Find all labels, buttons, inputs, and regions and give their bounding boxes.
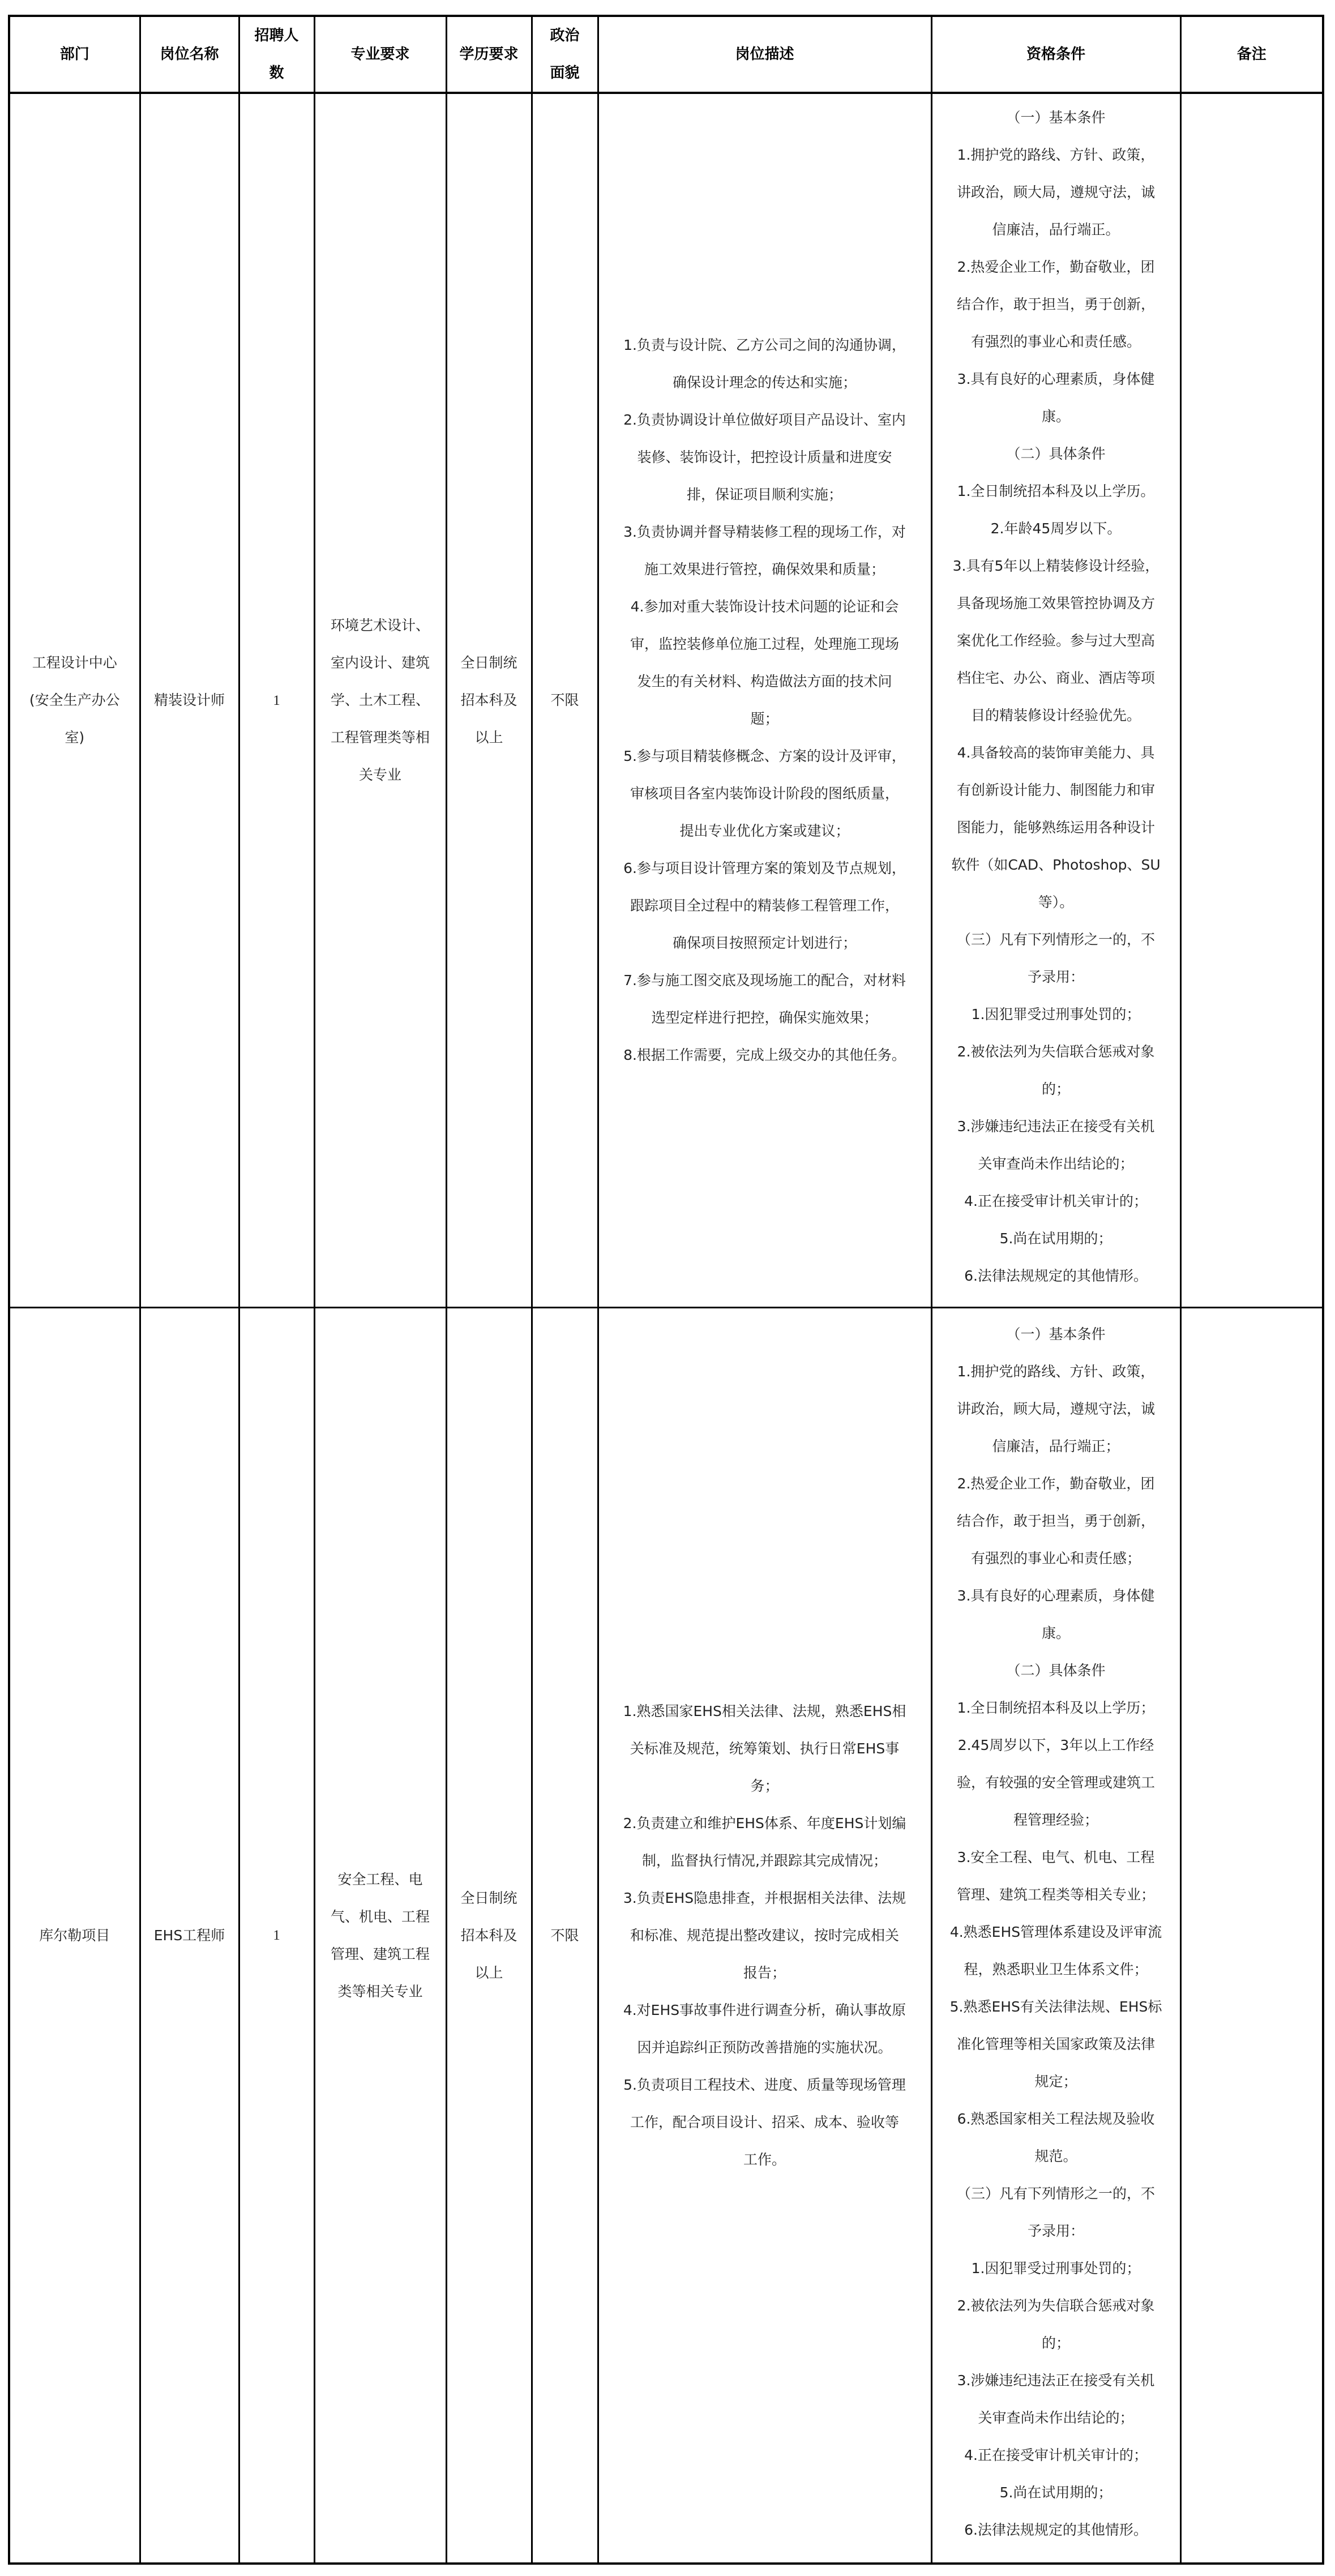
cell-description bbox=[598, 1308, 931, 2564]
text-line: 软件（如CAD、Photoshop、SU bbox=[951, 857, 1161, 873]
text-line: 招本科及 bbox=[460, 692, 517, 708]
text-line: 全日制统 bbox=[460, 654, 517, 671]
text-line: 工程设计中心 bbox=[32, 654, 117, 671]
text-line: 康。 bbox=[1041, 1624, 1070, 1641]
text-line: 专业要求 bbox=[350, 46, 410, 63]
text-line: 4.正在接受审计机关审计的； bbox=[964, 2446, 1148, 2463]
text-line: 2.年龄45周岁以下。 bbox=[990, 520, 1122, 537]
text-line: 库尔勒项目 bbox=[39, 1927, 110, 1944]
cell-qualifications bbox=[931, 93, 1180, 1308]
text-line: 结合作，敢于担当，勇于创新， bbox=[956, 296, 1155, 313]
text-line: 准化管理等相关国家政策及法律 bbox=[956, 2035, 1155, 2052]
text-line: 程管理经验； bbox=[1013, 1811, 1098, 1828]
text-line: 4.具备较高的装饰审美能力、具 bbox=[957, 744, 1155, 761]
text-line: 程，熟悉职业卫生体系文件； bbox=[964, 1961, 1148, 1978]
text-line: (安全生产办公 bbox=[29, 692, 120, 708]
text-line: 管理、建筑工程 bbox=[330, 1945, 430, 1962]
text-line: 1.因犯罪受过刑事处罚的； bbox=[971, 1006, 1141, 1022]
cell-remarks bbox=[1180, 1308, 1323, 2564]
text-line: 1.全日制统招本科及以上学历。 bbox=[957, 483, 1155, 499]
text-line: 题； bbox=[750, 711, 779, 727]
header-position bbox=[140, 16, 239, 93]
text-line: 的； bbox=[1041, 2334, 1070, 2351]
header-political bbox=[532, 16, 598, 93]
cell-major bbox=[314, 1308, 446, 2564]
qualifications-text bbox=[940, 99, 1172, 1295]
header-remarks bbox=[1180, 16, 1323, 93]
text-line: 信廉洁，品行端正。 bbox=[992, 221, 1120, 238]
header-major bbox=[314, 16, 446, 93]
text-line: 3.具有5年以上精装修设计经验， bbox=[952, 558, 1159, 574]
text-line: 全日制统 bbox=[460, 1889, 517, 1906]
text-line: 安全工程、电 bbox=[337, 1871, 423, 1888]
text-line: 5.尚在试用期的； bbox=[999, 2484, 1112, 2501]
text-line: 提出专业优化方案或建议； bbox=[679, 823, 850, 839]
text-line: 政治 bbox=[550, 27, 580, 44]
text-line: 和标准、规范提出整改建议，按时完成相关 bbox=[630, 1927, 899, 1944]
text-line: 工作。 bbox=[743, 2151, 786, 2168]
cell-department bbox=[9, 1308, 140, 2564]
text-line: 5.熟悉EHS有关法律法规、EHS标 bbox=[949, 1998, 1162, 2015]
text-line: 2.热爱企业工作，勤奋敬业，团 bbox=[957, 1475, 1155, 1492]
text-line: 制，监督执行情况,并跟踪其完成情况； bbox=[642, 1852, 887, 1869]
text-line: 1.因犯罪受过刑事处罚的； bbox=[971, 2260, 1141, 2277]
text-line: 1.拥护党的路线、方针、政策， bbox=[957, 147, 1155, 163]
text-line: 5.尚在试用期的； bbox=[999, 1230, 1112, 1247]
text-line: 关审查尚未作出结论的； bbox=[978, 1156, 1134, 1172]
text-line: 1.全日制统招本科及以上学历； bbox=[957, 1699, 1155, 1716]
political-text: 不限 bbox=[550, 1927, 579, 1944]
cell-headcount bbox=[239, 93, 314, 1308]
department-text bbox=[18, 1917, 131, 1954]
text-line: 1.负责与设计院、乙方公司之间的沟通协调， bbox=[623, 337, 906, 353]
table-row bbox=[9, 93, 1323, 1308]
position-text: EHS工程师 bbox=[153, 1927, 225, 1944]
text-line: （二）具体条件 bbox=[1006, 1662, 1106, 1679]
text-line: 工程管理类等相 bbox=[330, 729, 430, 746]
position-text: 精装设计师 bbox=[153, 692, 225, 708]
header-political-lines bbox=[541, 17, 589, 92]
text-line: （一）基本条件 bbox=[1006, 1325, 1106, 1342]
qualifications-text bbox=[940, 1316, 1172, 2549]
text-line: 施工效果进行管控，确保效果和质量； bbox=[644, 561, 885, 577]
header-department-lines bbox=[18, 36, 131, 73]
text-line: 4.熟悉EHS管理体系建设及评审流 bbox=[949, 1923, 1162, 1940]
major-text bbox=[323, 607, 438, 794]
text-line: 室) bbox=[65, 729, 85, 746]
cell-remarks bbox=[1180, 93, 1323, 1308]
text-line: 2.被依法列为失信联合惩戒对象 bbox=[957, 2297, 1155, 2314]
education-text bbox=[455, 1880, 523, 1992]
text-line: 6.参与项目设计管理方案的策划及节点规划， bbox=[623, 860, 906, 876]
text-line: 装修、装饰设计，把控设计质量和进度安 bbox=[637, 449, 892, 465]
text-line: 审核项目各室内装饰设计阶段的图纸质量， bbox=[630, 785, 899, 802]
text-line: 确保设计理念的传达和实施； bbox=[672, 374, 857, 391]
text-line: 选型定样进行把控，确保实施效果； bbox=[651, 1009, 878, 1026]
text-line: 确保项目按照预定计划进行； bbox=[672, 935, 857, 951]
cell-description bbox=[598, 93, 931, 1308]
description-text bbox=[607, 1693, 923, 2179]
text-line: 备注 bbox=[1236, 46, 1266, 63]
text-line: 具备现场施工效果管控协调及方 bbox=[956, 595, 1155, 611]
cell-major bbox=[314, 93, 446, 1308]
table-row bbox=[9, 1308, 1323, 2564]
text-line: 招聘人 bbox=[254, 27, 299, 44]
text-line: （一）基本条件 bbox=[1006, 109, 1106, 126]
education-text bbox=[455, 644, 523, 756]
cell-political bbox=[532, 1308, 598, 2564]
text-line: 类等相关专业 bbox=[337, 1983, 423, 2000]
text-line: 有强烈的事业心和责任感。 bbox=[970, 333, 1141, 350]
text-line: 岗位名称 bbox=[160, 46, 219, 63]
cell-position bbox=[140, 93, 239, 1308]
cell-qualifications bbox=[931, 1308, 1180, 2564]
header-headcount-lines bbox=[248, 17, 306, 92]
text-line: 2.被依法列为失信联合惩戒对象 bbox=[957, 1043, 1155, 1060]
text-line: 1.拥护党的路线、方针、政策， bbox=[957, 1363, 1155, 1380]
text-line: 资格条件 bbox=[1026, 46, 1085, 63]
text-line: 讲政治，顾大局，遵规守法，诚 bbox=[956, 184, 1155, 200]
text-line: 予录用： bbox=[1027, 2222, 1084, 2239]
text-line: 2.45周岁以下，3年以上工作经 bbox=[957, 1736, 1154, 1753]
text-line: 的； bbox=[1041, 1081, 1070, 1097]
text-line: 有强烈的事业心和责任感； bbox=[970, 1550, 1141, 1567]
text-line: 工作，配合项目设计、招采、成本、验收等 bbox=[630, 2113, 899, 2130]
text-line: 环境艺术设计、 bbox=[330, 617, 430, 634]
description-text bbox=[607, 327, 923, 1074]
text-line: 讲政治，顾大局，遵规守法，诚 bbox=[956, 1400, 1155, 1417]
text-line: 规范。 bbox=[1034, 2147, 1077, 2164]
header-description bbox=[598, 16, 931, 93]
header-position-lines bbox=[149, 36, 230, 73]
text-line: （二）具体条件 bbox=[1006, 446, 1106, 462]
text-line: 2.负责建立和维护EHS体系、年度EHS计划编 bbox=[623, 1815, 906, 1832]
text-line: 审，监控装修单位施工过程，处理施工现场 bbox=[630, 636, 899, 652]
header-headcount bbox=[239, 16, 314, 93]
text-line: 验，有较强的安全管理或建筑工 bbox=[956, 1774, 1155, 1791]
text-line: 3.安全工程、电气、机电、工程 bbox=[957, 1848, 1155, 1865]
header-description-lines bbox=[607, 36, 923, 73]
cell-education bbox=[446, 93, 532, 1308]
header-qualifications-lines bbox=[940, 36, 1172, 73]
text-line: 7.参与施工图交底及现场施工的配合，对材料 bbox=[623, 972, 906, 989]
cell-headcount bbox=[239, 1308, 314, 2564]
text-line: 关标准及规范，统筹策划、执行日常EHS事 bbox=[630, 1740, 900, 1757]
cell-political bbox=[532, 93, 598, 1308]
header-remarks-lines bbox=[1189, 36, 1315, 73]
text-line: 图能力，能够熟练运用各种设计 bbox=[956, 819, 1155, 836]
cell-education bbox=[446, 1308, 532, 2564]
text-line: 2.热爱企业工作，勤奋敬业，团 bbox=[957, 259, 1155, 275]
text-line: 6.法律法规规定的其他情形。 bbox=[964, 1268, 1148, 1284]
text-line: 数 bbox=[269, 65, 284, 82]
text-line: 以上 bbox=[474, 729, 503, 746]
header-major-lines bbox=[323, 36, 438, 73]
text-line: （三）凡有下列情形之一的，不 bbox=[956, 931, 1155, 948]
text-line: 部门 bbox=[59, 46, 89, 63]
text-line: 予录用： bbox=[1027, 969, 1084, 985]
text-line: 2.负责协调设计单位做好项目产品设计、室内 bbox=[623, 412, 906, 428]
text-line: 发生的有关材料、构造做法方面的技术问 bbox=[637, 673, 892, 690]
text-line: （三）凡有下列情形之一的，不 bbox=[956, 2185, 1155, 2202]
headcount-text: 1 bbox=[273, 1928, 280, 1943]
text-line: 务； bbox=[750, 1777, 779, 1794]
text-line: 1.熟悉国家EHS相关法律、法规，熟悉EHS相 bbox=[623, 1702, 906, 1719]
text-line: 岗位描述 bbox=[735, 46, 794, 63]
text-line: 5.参与项目精装修概念、方案的设计及评审， bbox=[623, 748, 906, 764]
text-line: 3.具有良好的心理素质，身体健 bbox=[957, 371, 1155, 387]
text-line: 关专业 bbox=[358, 767, 401, 783]
header-education bbox=[446, 16, 532, 93]
text-line: 面貌 bbox=[550, 65, 580, 82]
text-line: 6.法律法规规定的其他情形。 bbox=[964, 2521, 1148, 2538]
cell-position bbox=[140, 1308, 239, 2564]
text-line: 排，保证项目顺利实施； bbox=[686, 486, 842, 503]
text-line: 有创新设计能力、制图能力和审 bbox=[956, 782, 1155, 798]
text-line: 气、机电、工程 bbox=[330, 1908, 430, 1925]
text-line: 目的精装修设计经验优先。 bbox=[970, 707, 1141, 724]
text-line: 因并追踪纠正预防改善措施的实施状况。 bbox=[637, 2039, 892, 2056]
major-text bbox=[323, 1861, 438, 2010]
text-line: 康。 bbox=[1041, 408, 1070, 425]
text-line: 5.负责项目工程技术、进度、质量等现场管理 bbox=[623, 2076, 906, 2093]
text-line: 等）。 bbox=[1038, 894, 1074, 910]
political-text: 不限 bbox=[550, 692, 579, 708]
text-line: 跟踪项目全过程中的精装修工程管理工作， bbox=[630, 897, 899, 914]
text-line: 结合作，敢于担当，勇于创新， bbox=[956, 1512, 1155, 1529]
text-line: 4.参加对重大装饰设计技术问题的论证和会 bbox=[630, 598, 899, 615]
text-line: 关审查尚未作出结论的； bbox=[978, 2409, 1134, 2426]
text-line: 6.熟悉国家相关工程法规及验收 bbox=[957, 2110, 1155, 2127]
text-line: 4.正在接受审计机关审计的； bbox=[964, 1193, 1148, 1209]
text-line: 报告； bbox=[743, 1964, 786, 1981]
text-line: 档住宅、办公、商业、酒店等项 bbox=[956, 670, 1155, 686]
text-line: 信廉洁，品行端正； bbox=[992, 1437, 1120, 1454]
text-line: 3.涉嫌违纪违法正在接受有关机 bbox=[957, 2372, 1155, 2389]
text-line: 以上 bbox=[474, 1964, 503, 1981]
text-line: 3.涉嫌违纪违法正在接受有关机 bbox=[957, 1118, 1155, 1135]
department-text bbox=[18, 644, 131, 756]
cell-department bbox=[9, 93, 140, 1308]
text-line: 招本科及 bbox=[460, 1927, 517, 1944]
text-line: 8.根据工作需要，完成上级交办的其他任务。 bbox=[623, 1047, 906, 1063]
table-header-row bbox=[9, 16, 1323, 93]
text-line: 3.具有良好的心理素质，身体健 bbox=[957, 1587, 1155, 1604]
header-education-lines bbox=[455, 36, 523, 73]
header-qualifications bbox=[931, 16, 1180, 93]
text-line: 学、土木工程、 bbox=[330, 692, 430, 708]
text-line: 案优化工作经验。参与过大型高 bbox=[956, 632, 1155, 649]
text-line: 3.负责EHS隐患排查，并根据相关法律、法规 bbox=[623, 1889, 906, 1906]
text-line: 管理、建筑工程类等相关专业； bbox=[956, 1886, 1155, 1903]
header-department bbox=[9, 16, 140, 93]
text-line: 学历要求 bbox=[459, 46, 519, 63]
headcount-text: 1 bbox=[273, 692, 280, 708]
text-line: 规定； bbox=[1034, 2073, 1077, 2090]
text-line: 室内设计、建筑 bbox=[330, 654, 430, 671]
text-line: 3.负责协调并督导精装修工程的现场工作，对 bbox=[623, 524, 906, 540]
recruitment-table bbox=[8, 15, 1324, 2565]
text-line: 4.对EHS事故事件进行调查分析，确认事故原 bbox=[623, 2001, 906, 2018]
